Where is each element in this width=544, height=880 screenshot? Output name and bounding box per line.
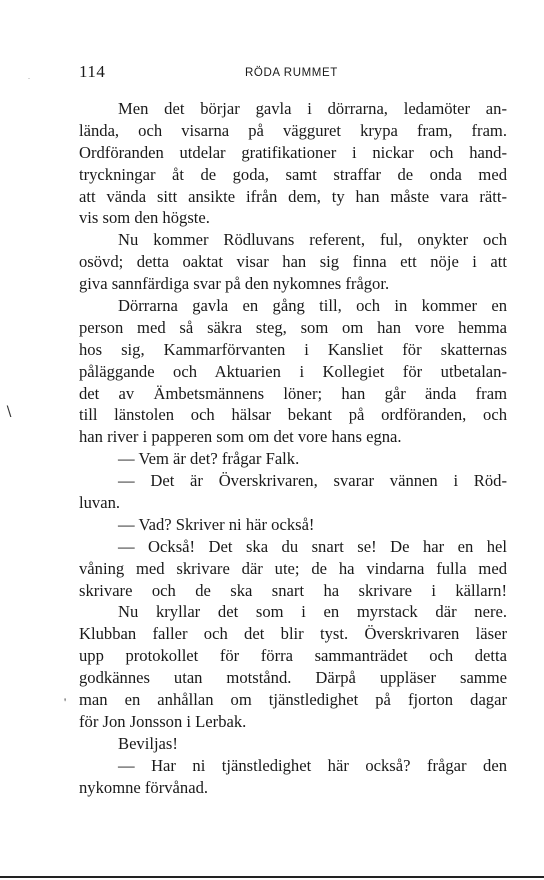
text-line: — Också! Det ska du snart se! De har en hel [118,536,507,556]
text-line: giva sannfärdiga svar på den nykomnes frågor. [79,274,390,294]
text-line: för Jon Jonsson i Lerbak. [79,711,247,731]
text-line: skrivare och de ska snart ha skrivare i källarn! [79,580,507,600]
text-line: påläggande och Aktuarien i Kollegiet för utbetalan- [79,361,507,381]
text-line: — Vem är det? frågar Falk. [118,449,300,469]
text-line: lända, och visarna på vägguret krypa fram, fram. [79,120,507,140]
text-line: man en anhållan om tjänstledighet på fjorton dagar [79,690,507,710]
text-line: upp protokollet för förra sammanträdet och detta [79,646,507,666]
text-line: tryckningar åt de goda, samt straffar de onda med [79,164,507,184]
text-line: luvan. [79,493,121,513]
margin-dot-mark: . [28,72,30,81]
margin-tick-mark: ' [64,695,67,709]
text-line: att vända sitt ansikte ifrån dem, ty han måste vara rätt- [79,186,507,206]
text-line: vis som den högste. [79,208,210,228]
text-line: det av Ämbetsmännens löner; han går ända fram [79,383,507,403]
margin-check-mark: ∖ [4,405,13,420]
running-title: RÖDA RUMMET [245,67,338,79]
text-line: han river i papperen som om det vore hans egna. [79,427,402,447]
text-line: våning med skrivare där ute; de ha vindarna fulla med [79,558,507,578]
text-line: — Vad? Skriver ni här också! [118,514,315,534]
text-line: — Det är Överskrivaren, svarar vännen i Röd- [118,471,507,491]
text-line: osövd; detta oaktat visar han sig finna ett nöje i att [79,252,507,272]
text-line: Nu kommer Rödluvans referent, ful, onykter och [118,230,507,250]
text-line: Nu kryllar det som i en myrstack där nere. [118,602,507,622]
text-line: Dörrarna gavla en gång till, och in kommer en [118,296,507,316]
text-line: Beviljas! [118,733,178,753]
text-line: Ordföranden utdelar gratifikationer i nickar och hand- [79,142,507,162]
text-line: godkännes utan motstånd. Därpå uppläser samme [79,668,507,688]
text-line: nykomne förvånad. [79,777,209,797]
text-line: till länstolen och hälsar bekant på ordföranden, och [79,405,507,425]
text-line: hos sig, Kammarförvanten i Kansliet för skatternas [79,339,507,359]
page-bottom-edge [0,876,544,878]
text-line: — Har ni tjänstledighet här också? frågar den [118,755,507,775]
page-number: 114 [79,62,106,81]
body-text [79,98,507,799]
text-line: Klubban faller och det blir tyst. Överskrivaren läser [79,624,507,644]
running-head [79,62,507,86]
text-line: person med så säkra steg, som om han vore hemma [79,317,507,337]
text-line: Men det börjar gavla i dörrarna, ledamöter an- [118,99,507,118]
